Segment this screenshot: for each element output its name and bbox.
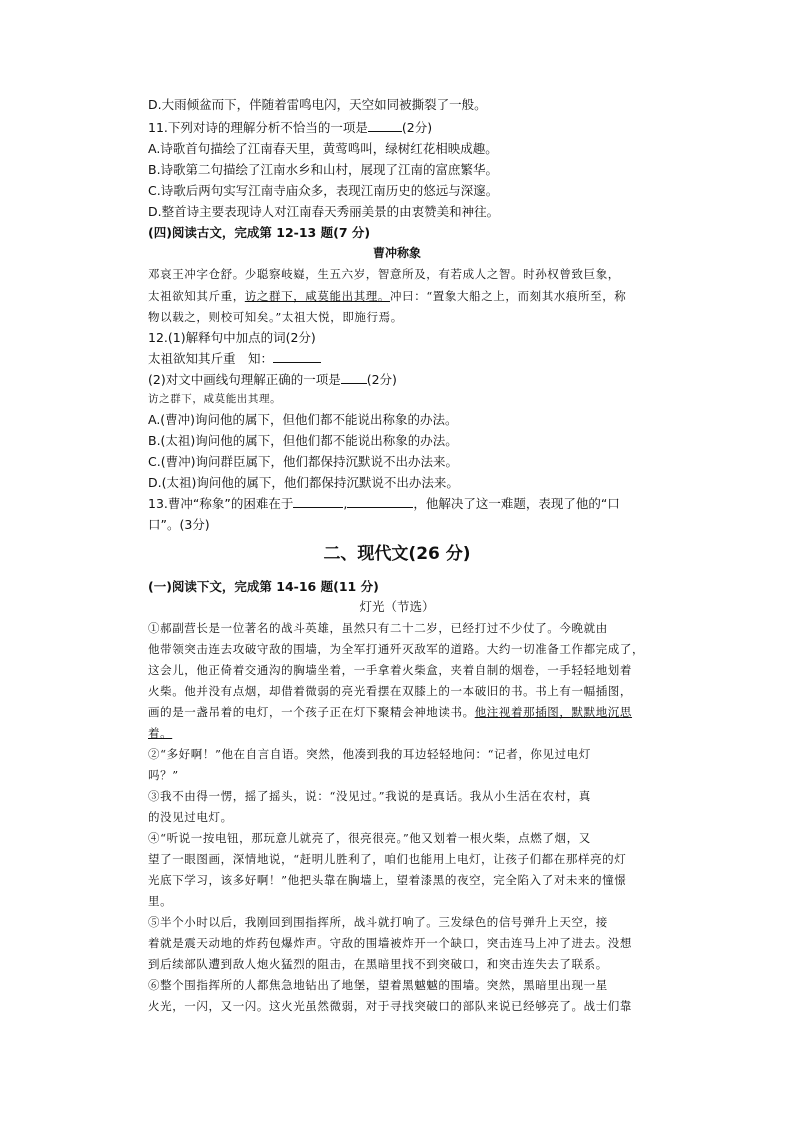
q12-2-option-c: C.(曹冲)询问群臣属下，他们都保持沉默说不出办法来。: [148, 454, 458, 469]
para-line: 里。: [148, 894, 173, 908]
para-line: ③我不由得一愣，摇了摇头，说：“没见过。”我说的是真话。我从小生活在农村，真: [148, 789, 591, 803]
part2-heading: 二、现代文(26 分): [323, 544, 471, 564]
para-line: 的没见过电灯。: [148, 810, 233, 824]
para-line: ①郝副营长是一位著名的战斗英雄，虽然只有二十二岁，已经打过不少仗了。今晚就由: [148, 621, 608, 635]
q13-stem-text-2: ，他解决了这一难题，表现了他的“口: [413, 496, 620, 511]
q13-separator: ,: [343, 496, 348, 511]
classical-text-line-3: 物以载之，则校可知矣。”太祖大悦，即施行焉。: [148, 310, 403, 324]
q13-stem-text: 13.曹冲“称象”的困难在于: [148, 496, 294, 511]
para-line: ④“听说一按电钮，那玩意儿就亮了，很亮很亮。”他又划着一根火柴，点燃了烟，又: [148, 831, 591, 845]
underlined-sentence: 他注视着那插图，默默地沉思: [474, 705, 633, 719]
q11-option-c: C.诗歌后两句实写江南寺庙众多，表现江南历史的悠远与深邃。: [148, 183, 499, 198]
classical-text-line-2: [148, 286, 626, 306]
q13-stem: [148, 494, 620, 514]
part2-sub-heading: (一)阅读下文，完成第 14-16 题(11 分): [148, 579, 379, 594]
para-line: 望了一眼图画，深情地说，“赶明儿胜利了，咱们也能用上电灯，让孩子们都在那样亮的灯: [148, 852, 627, 866]
q13-stem-end: 口”。(3分): [148, 517, 210, 532]
para-line: 到后续部队遭到敌人炮火猛烈的阻击，在黑暗里找不到突破口，和突击连失去了联系。: [148, 957, 608, 971]
para-line: 着就是震天动地的炸药包爆炸声。守敌的围墙被炸开一个缺口，突击连马上冲了进去。没想: [148, 936, 632, 950]
underlined-sentence-end: 着。: [148, 726, 173, 740]
q12-2-quote: 访之群下，咸莫能出其理。: [148, 393, 282, 405]
para-line: 火光，一闪，又一闪。这火光虽然微弱，对于寻找突破口的部队来说已经够亮了。战士们靠: [148, 999, 632, 1013]
q11-option-b: B.诗歌第二句描绘了江南水乡和山村，展现了江南的富庶繁华。: [148, 162, 499, 177]
q11-option-a: A.诗歌首句描绘了江南春天里，黄莺鸣叫，绿树红花相映成趣。: [148, 141, 498, 156]
q11-answer-blank[interactable]: [368, 118, 402, 132]
q10-option-d: D.大雨倾盆而下，伴随着雷鸣电闪，天空如同被撕裂了一般。: [148, 97, 487, 112]
q13-answer-blank-1[interactable]: [293, 494, 343, 508]
q12-2-stem: [148, 370, 397, 390]
passage-title: 曹冲称象: [372, 246, 421, 260]
q12-1-stem: 12.(1)解释句中加点的词(2分): [148, 330, 316, 345]
underlined-sentence: 访之群下，咸莫能出其理。: [244, 289, 391, 303]
para-line: 光底下学习，该多好啊！”他把头靠在胸墙上，望着漆黑的夜空，完全陷入了对未来的憧憬: [148, 873, 627, 887]
para-line: ⑥整个围指挥所的人都焦急地钻出了地堡，望着黑魆魆的围墙。突然，黑暗里出现一星: [148, 978, 608, 992]
classical-text-segment: 冲曰：“置象大船之上，而刻其水痕所至，称: [390, 289, 627, 303]
q12-1-sentence: [148, 349, 321, 369]
q12-2-score: (2分): [366, 372, 397, 387]
modern-passage-title: 灯光（节选）: [359, 599, 435, 614]
para-line: 他带领突击连去攻破守敌的围墙，为全军打通歼灭敌军的道路。大约一切准备工作都完成了，: [148, 642, 645, 656]
section4-heading: (四)阅读古文，完成第 12-13 题(7 分): [148, 225, 371, 240]
q11-score: (2分): [401, 120, 433, 135]
para-line: ②“多好啊！”他在自言自语。突然，他凑到我的耳边轻轻地问：“记者，你见过电灯: [148, 747, 591, 761]
para-line: [148, 702, 632, 722]
q12-2-option-b: B.(太祖)询问他的属下，但他们都不能说出称象的办法。: [148, 433, 458, 448]
q11-stem: [148, 118, 432, 138]
classical-text-line-1: 邓哀王冲字仓舒。少聪察岐嶷，生五六岁，智意所及，有若成人之智。时孙权曾致巨象，: [148, 267, 620, 281]
classical-text-segment: 太祖欲知其斤重，: [148, 289, 245, 303]
para-line: 火柴。他并没有点烟，却借着微弱的亮光看摆在双膝上的一本破旧的书。书上有一幅插图，: [148, 684, 632, 698]
q12-2-stem-text: (2)对文中画线句理解正确的一项是: [148, 372, 341, 387]
q12-1-sentence-text: 太祖欲知其斤重 知：: [148, 351, 274, 366]
q11-stem-text: 11.下列对诗的理解分析不恰当的一项是: [148, 120, 368, 135]
q11-option-d: D.整首诗主要表现诗人对江南春天秀丽美景的由衷赞美和神往。: [148, 204, 500, 219]
q12-2-option-a: A.(曹冲)询问他的属下，但他们都不能说出称象的办法。: [148, 412, 458, 427]
para-line: 这会儿，他正倚着交通沟的胸墙坐着，一手拿着火柴盒，夹着自制的烟卷，一手轻轻地划着: [148, 663, 632, 677]
q12-1-answer-blank[interactable]: [273, 349, 321, 363]
para-line: ⑤半个小时以后，我刚回到围指挥所，战斗就打响了。三发绿色的信号弹升上天空，接: [148, 915, 608, 929]
q12-2-option-d: D.(太祖)询问他的属下，他们都保持沉默说不出办法来。: [148, 475, 459, 490]
q12-2-answer-blank[interactable]: [341, 370, 367, 384]
q13-answer-blank-2[interactable]: [347, 494, 413, 508]
para-line: 吗？”: [148, 768, 179, 782]
para-segment: 画的是一盏吊着的电灯，一个孩子正在灯下聚精会神地读书。: [148, 705, 475, 719]
